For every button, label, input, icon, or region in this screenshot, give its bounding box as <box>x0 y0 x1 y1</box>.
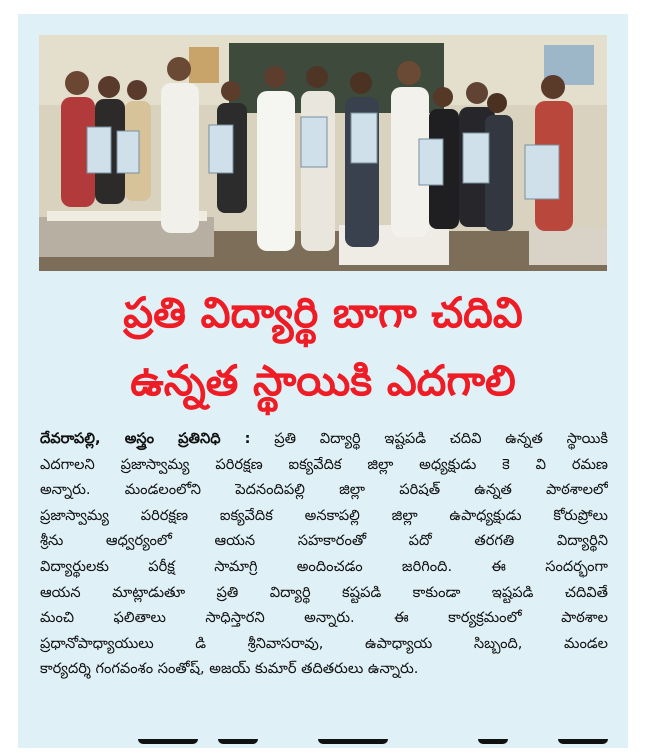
article-body <box>40 426 608 682</box>
headline-line-1: ప్రతి విద్యార్థి బాగా చదివి <box>123 288 523 337</box>
news-clipping <box>18 14 628 748</box>
article-line: ఎదగాలని ప్రజాస్వామ్య పరిరక్షణ ఐక్యవేదిక జిల్లా అధ్యక్షుడు కె వి రమణ <box>40 455 608 473</box>
news-photo <box>39 35 607 271</box>
article-line: కార్యదర్శి గంగవంశం సంతోష్, అజయ్ కుమార్ తదితరులు ఉన్నారు. <box>40 660 419 678</box>
article-line: ప్రధానోపాధ్యాయులు డి శ్రీనివాసరావు, ఉపాధ్యాయ సిబ్బంది, మండల <box>40 634 608 652</box>
article-line: ఆయన మాట్లాడుతూ ప్రతి విద్యార్థి కష్టపడి కాకుండా ఇష్టపడి చదివితే <box>40 583 608 601</box>
article-line: ప్రజాస్వామ్య పరిరక్షణ ఐక్యవేదిక అనకాపల్లి జిల్లా ఉపాధ్యక్షుడు కోరుప్రోలు <box>40 506 608 524</box>
article-line: అన్నారు. మండలంలోని పెదనందిపల్లి జిల్లా పరిషత్ ఉన్నత పాఠశాలలో <box>40 481 608 499</box>
article-line: శ్రీను ఆధ్వర్యంలో ఆయన సహకారంతో పదో తరగతి విద్యార్థిని <box>40 532 608 550</box>
cut-off-text-edge <box>18 739 628 753</box>
article-line: విద్యార్థులకు పరీక్ష సామాగ్రి అందించడం జరిగింది. ఈ సందర్భంగా <box>40 557 608 575</box>
headline-line-2: ఉన్నత స్థాయికి ఎదగాలి <box>130 356 516 405</box>
article-line: మంచి ఫలితాలు సాధిస్తారని అన్నారు. ఈ కార్యక్రమంలో పాఠశాల <box>40 609 608 627</box>
article-line: దేవరాపల్లి, అస్త్రం ప్రతినిధి : ప్రతి విద్యార్థి ఇష్టపడి చదివి ఉన్నత స్థాయికి <box>40 430 608 447</box>
dateline: దేవరాపల్లి, అస్త్రం ప్రతినిధి : <box>40 430 251 447</box>
